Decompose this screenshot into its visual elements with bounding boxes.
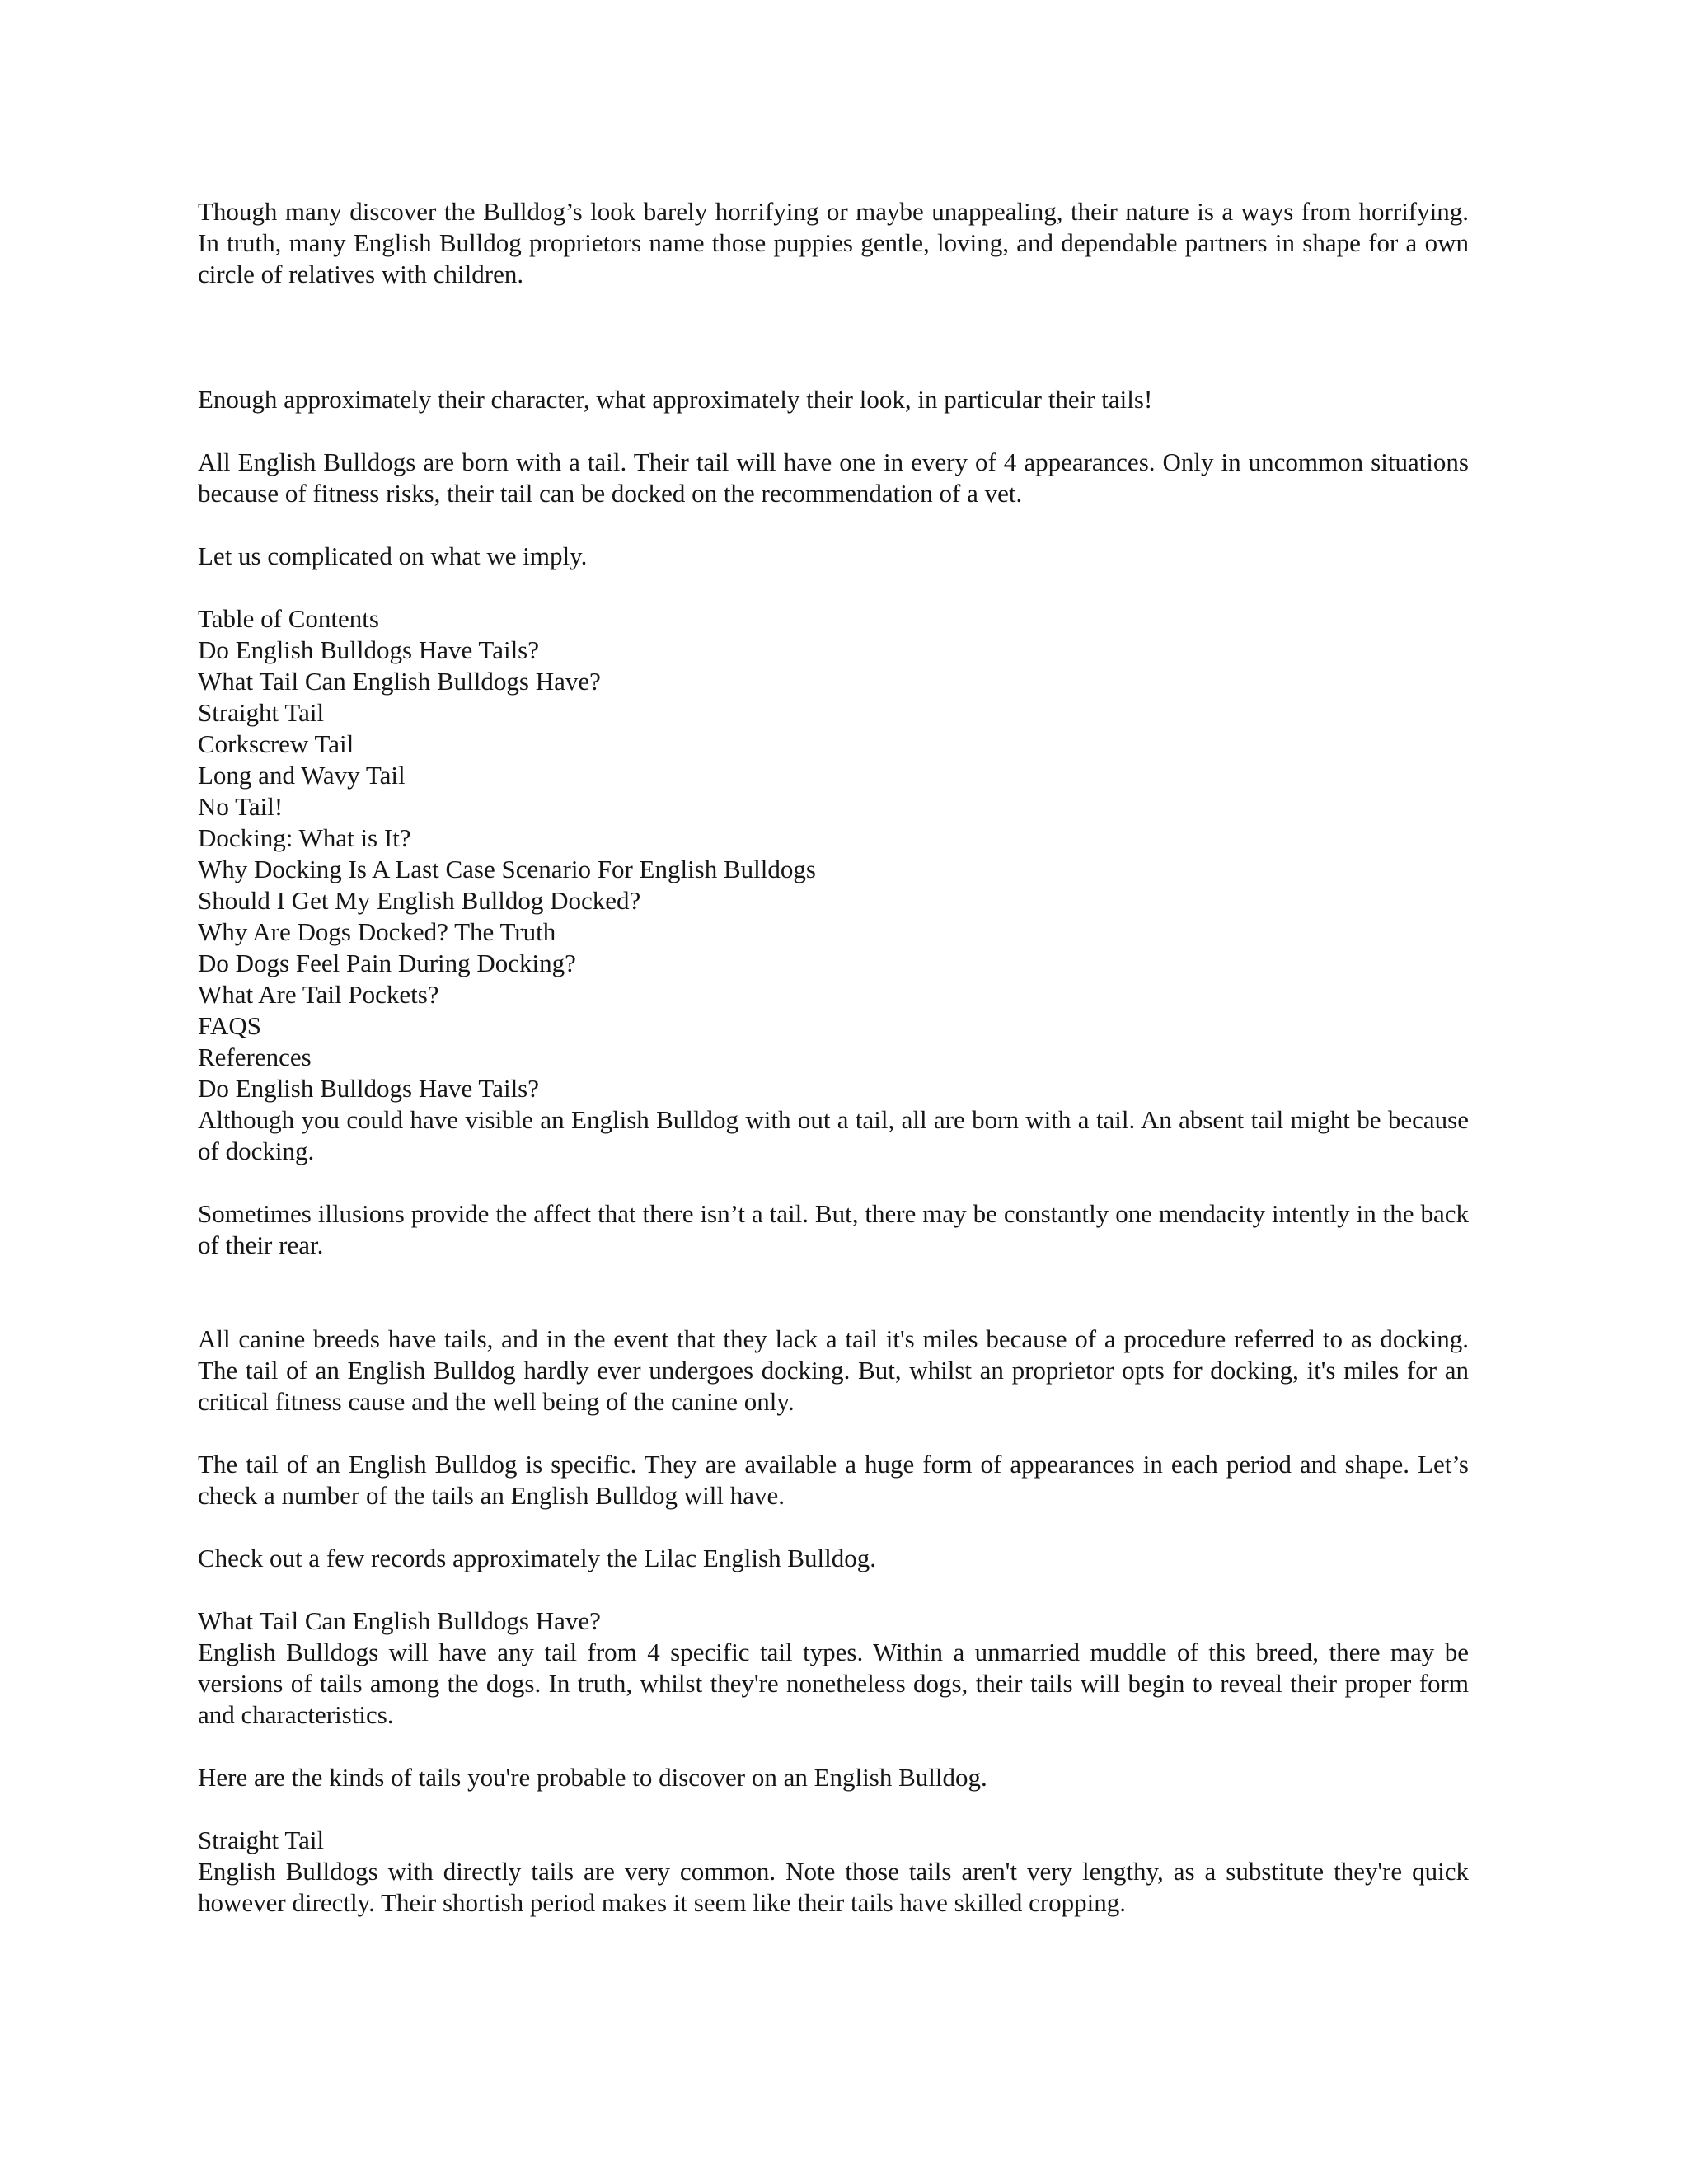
toc-item: Why Are Dogs Docked? The Truth xyxy=(198,917,556,946)
table-of-contents xyxy=(198,603,1469,1073)
toc-item: Corkscrew Tail xyxy=(198,729,354,758)
toc-item: What Tail Can English Bulldogs Have? xyxy=(198,667,601,696)
toc-item: Should I Get My English Bulldog Docked? xyxy=(198,886,641,915)
toc-item: Long and Wavy Tail xyxy=(198,761,406,790)
section-heading-what-tail: What Tail Can English Bulldogs Have? xyxy=(198,1606,601,1635)
section-heading-straight-tail: Straight Tail xyxy=(198,1825,325,1854)
tails-paragraph-2: Sometimes illusions provide the affect that there isn’t a tail. But, there may be constantly one mendacity intently in the back of their rear. xyxy=(198,1199,1469,1259)
tails-paragraph-1: Although you could have visible an English Bulldog with out a tail, all are born with a tail. An absent tail might be because of docking. xyxy=(198,1105,1469,1165)
toc-item: Docking: What is It? xyxy=(198,823,411,852)
toc-item: No Tail! xyxy=(198,792,284,821)
what-tail-paragraph-2: Here are the kinds of tails you're probable to discover on an English Bulldog. xyxy=(198,1763,987,1792)
document-body xyxy=(198,196,1469,1919)
toc-item: Straight Tail xyxy=(198,698,325,727)
toc-item: References xyxy=(198,1043,312,1071)
intro-paragraph: Though many discover the Bulldog’s look barely horrifying or maybe unappealing, their nature is a ways from horrifying. In truth, many English Bulldog proprietors name those puppies gentle, loving, and dependable partners in shape for a own circle of relatives with children. xyxy=(198,197,1469,288)
what-tail-paragraph-1: English Bulldogs will have any tail from 4 specific tail types. Within a unmarried muddle of this breed, there may be versions of tails among the dogs. In truth, whilst they're nonetheless dogs, their tails will begin to reveal their proper form and characteristics. xyxy=(198,1638,1469,1729)
section-heading-tails: Do English Bulldogs Have Tails? xyxy=(198,1074,540,1103)
born-with-tail-paragraph: All English Bulldogs are born with a tail. Their tail will have one in every of 4 appearances. Only in uncommon situations because of fitness risks, their tail can be docked on the recommendation of a vet. xyxy=(198,448,1469,508)
toc-item: Do Dogs Feel Pain During Docking? xyxy=(198,949,576,977)
transition-line: Enough approximately their character, what approximately their look, in particular their tails! xyxy=(198,385,1153,414)
toc-item: Why Docking Is A Last Case Scenario For English Bulldogs xyxy=(198,855,816,883)
tails-paragraph-5: Check out a few records approximately the Lilac English Bulldog. xyxy=(198,1544,876,1572)
tails-paragraph-3: All canine breeds have tails, and in the event that they lack a tail it's miles because of a procedure referred to as docking. The tail of an English Bulldog hardly ever undergoes docking. But, whilst an proprietor opts for docking, it's miles for an critical fitness cause and the well being of the canine only. xyxy=(198,1324,1469,1416)
straight-tail-paragraph-1: English Bulldogs with directly tails are very common. Note those tails aren't very lengthy, as a substitute they're quick however directly. Their shortish period makes it seem like their tails have skilled cropping. xyxy=(198,1857,1469,1917)
elaborate-line: Let us complicated on what we imply. xyxy=(198,541,588,570)
toc-item: Do English Bulldogs Have Tails? xyxy=(198,635,540,664)
spacer xyxy=(198,290,1469,384)
toc-heading: Table of Contents xyxy=(198,604,379,633)
tails-paragraph-4: The tail of an English Bulldog is specific. They are available a huge form of appearances in each period and shape. Let’s check a number of the tails an English Bulldog will have. xyxy=(198,1450,1469,1510)
toc-item: What Are Tail Pockets? xyxy=(198,980,439,1009)
toc-item: FAQS xyxy=(198,1011,261,1040)
